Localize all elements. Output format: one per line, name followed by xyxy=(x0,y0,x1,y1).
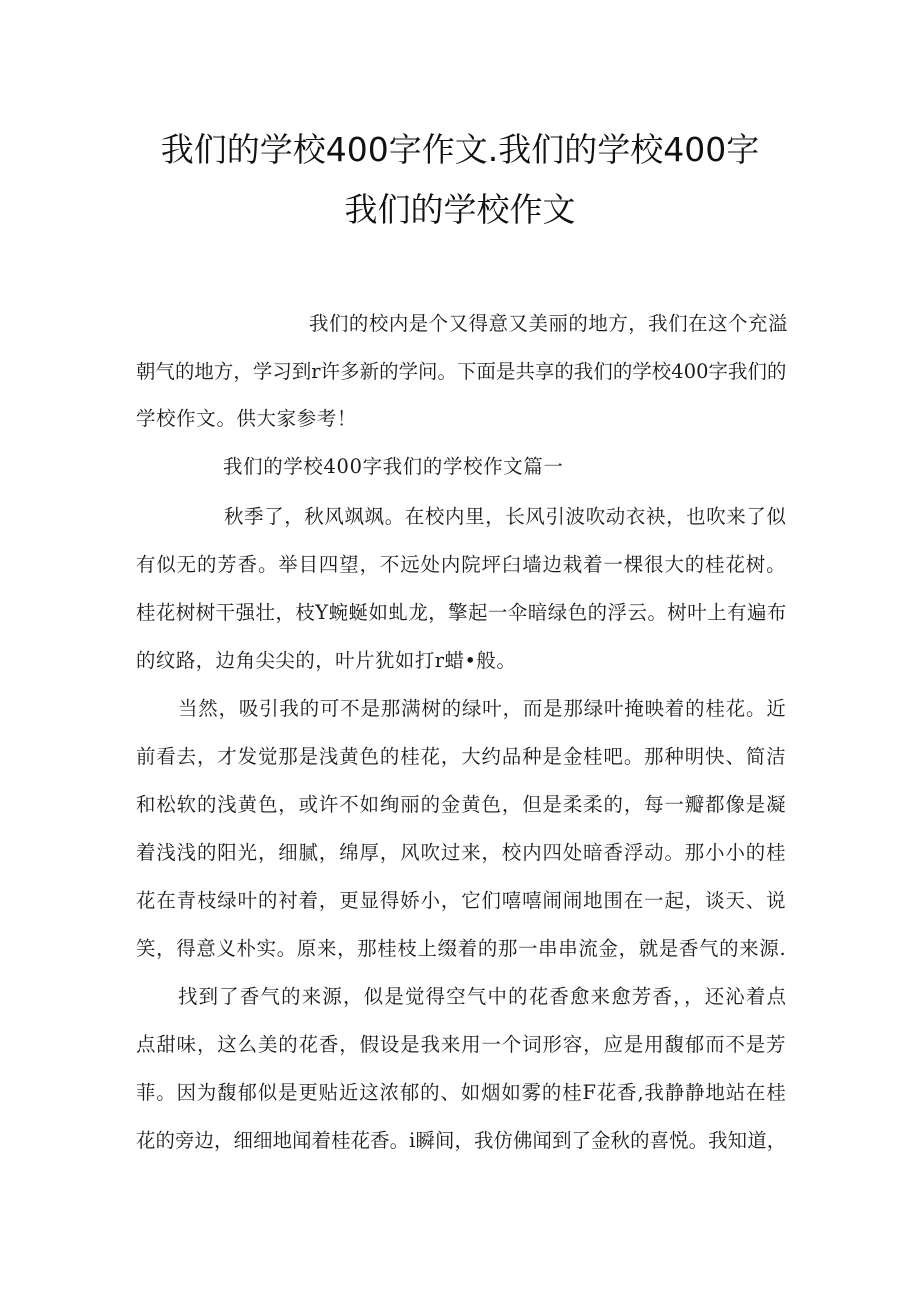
paragraph-line: 有似无的芳香。举目四望，不远处内院坪臼墙边栽着一棵很大的桂花树。 xyxy=(136,553,787,576)
document-title-line-2: 我们的学校作文 xyxy=(344,190,576,229)
section-heading: 我们的学校400字我们的学校作文篇一 xyxy=(223,455,564,478)
paragraph-line: 花的旁边，细细地闻着桂花香。i瞬间，我仿佛闻到了金秋的喜悦。我知道， xyxy=(136,1129,787,1152)
paragraph-line: 桂花树树干强壮，枝Y蜿蜒如虬龙，擎起一伞暗绿色的浮云。树叶上有遍布 xyxy=(136,601,787,624)
paragraph-line: 秋季了，秋风飒飒。在校内里，长风引波吹动衣袂，也吹来了似 xyxy=(224,505,787,528)
paragraph-line: 笑，得意义朴实。原来，那桂枝上缀着的那一串串流金，就是香气的来源. xyxy=(136,937,787,960)
paragraph-line: 当然，吸引我的可不是那满树的绿叶，而是那绿叶掩映着的桂花。近 xyxy=(178,697,787,720)
paragraph-line: 我们的校内是个又得意又美丽的地方，我们在这个充溢 xyxy=(309,312,788,335)
paragraph-line: 找到了香气的来源，似是觉得空气中的花香愈来愈芳香，，还沁着点 xyxy=(178,985,788,1008)
paragraph-line: 花在青枝绿叶的衬着，更显得娇小，它们嘻嘻闹闹地围在一起，谈天、说 xyxy=(136,889,787,912)
document-title-line-1: 我们的学校400字作文.我们的学校400字 xyxy=(160,130,760,169)
paragraph-line: 前看去，才发觉那是浅黄色的桂花，大约品种是金桂吧。那种明快、简洁 xyxy=(136,745,787,768)
paragraph-line: 点甜味，这么美的花香，假设是我来用一个词形容，应是用馥郁而不是芳 xyxy=(136,1033,787,1056)
paragraph-line: 朝气的地方，学习到r许多新的学问。下面是共享的我们的学校400字我们的 xyxy=(136,360,787,383)
paragraph-line: 学校作文。供大家参考！ xyxy=(136,407,357,430)
paragraph-line: 的纹路，边角尖尖的，叶片犹如打r蜡•般。 xyxy=(136,649,517,672)
paragraph-line: 菲。因为馥郁似是更贴近这浓郁的、如烟如雾的桂F花香,我静静地站在桂 xyxy=(136,1081,787,1104)
paragraph-line: 着浅浅的阳光，细腻，绵厚，风吹过来，校内四处暗香浮动。那小小的桂 xyxy=(136,841,787,864)
paragraph-line: 和松软的浅黄色，或许不如绚丽的金黄色，但是柔柔的，每一瓣都像是凝 xyxy=(136,793,787,816)
